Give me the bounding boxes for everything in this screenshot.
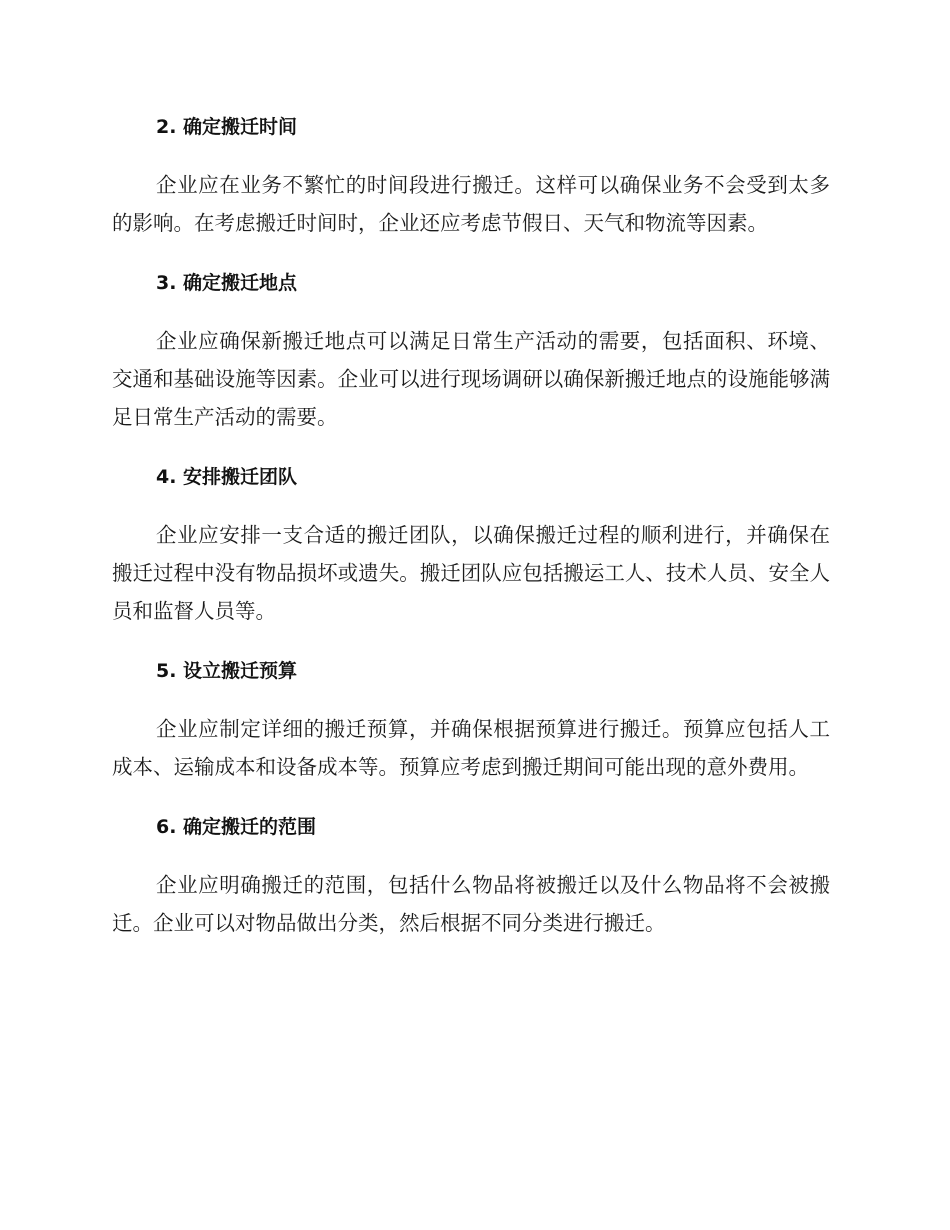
section-paragraph: 企业应在业务不繁忙的时间段进行搬迁。这样可以确保业务不会受到太多的影响。在考虑搬迁时间时，企业还应考虑节假日、天气和物流等因素。 — [112, 173, 830, 235]
section-heading: 4. 安排搬迁团队 — [156, 466, 298, 488]
section-heading: 6. 确定搬迁的范围 — [156, 816, 317, 838]
section-moving-scope — [112, 808, 830, 942]
section-heading: 3. 确定搬迁地点 — [156, 272, 298, 294]
section-moving-location — [112, 264, 830, 436]
section-paragraph: 企业应安排一支合适的搬迁团队，以确保搬迁过程的顺利进行，并确保在搬迁过程中没有物品损坏或遗失。搬迁团队应包括搬运工人、技术人员、安全人员和监督人员等。 — [112, 523, 830, 623]
section-moving-time — [112, 108, 830, 242]
section-paragraph: 企业应明确搬迁的范围，包括什么物品将被搬迁以及什么物品将不会被搬迁。企业可以对物品做出分类，然后根据不同分类进行搬迁。 — [112, 873, 830, 935]
section-moving-budget — [112, 652, 830, 786]
section-heading: 5. 设立搬迁预算 — [156, 660, 298, 682]
section-paragraph: 企业应确保新搬迁地点可以满足日常生产活动的需要，包括面积、环境、交通和基础设施等因素。企业可以进行现场调研以确保新搬迁地点的设施能够满足日常生产活动的需要。 — [112, 329, 830, 429]
section-paragraph: 企业应制定详细的搬迁预算，并确保根据预算进行搬迁。预算应包括人工成本、运输成本和设备成本等。预算应考虑到搬迁期间可能出现的意外费用。 — [112, 717, 830, 779]
section-heading: 2. 确定搬迁时间 — [156, 116, 298, 138]
section-moving-team — [112, 458, 830, 630]
document-content — [112, 108, 830, 964]
